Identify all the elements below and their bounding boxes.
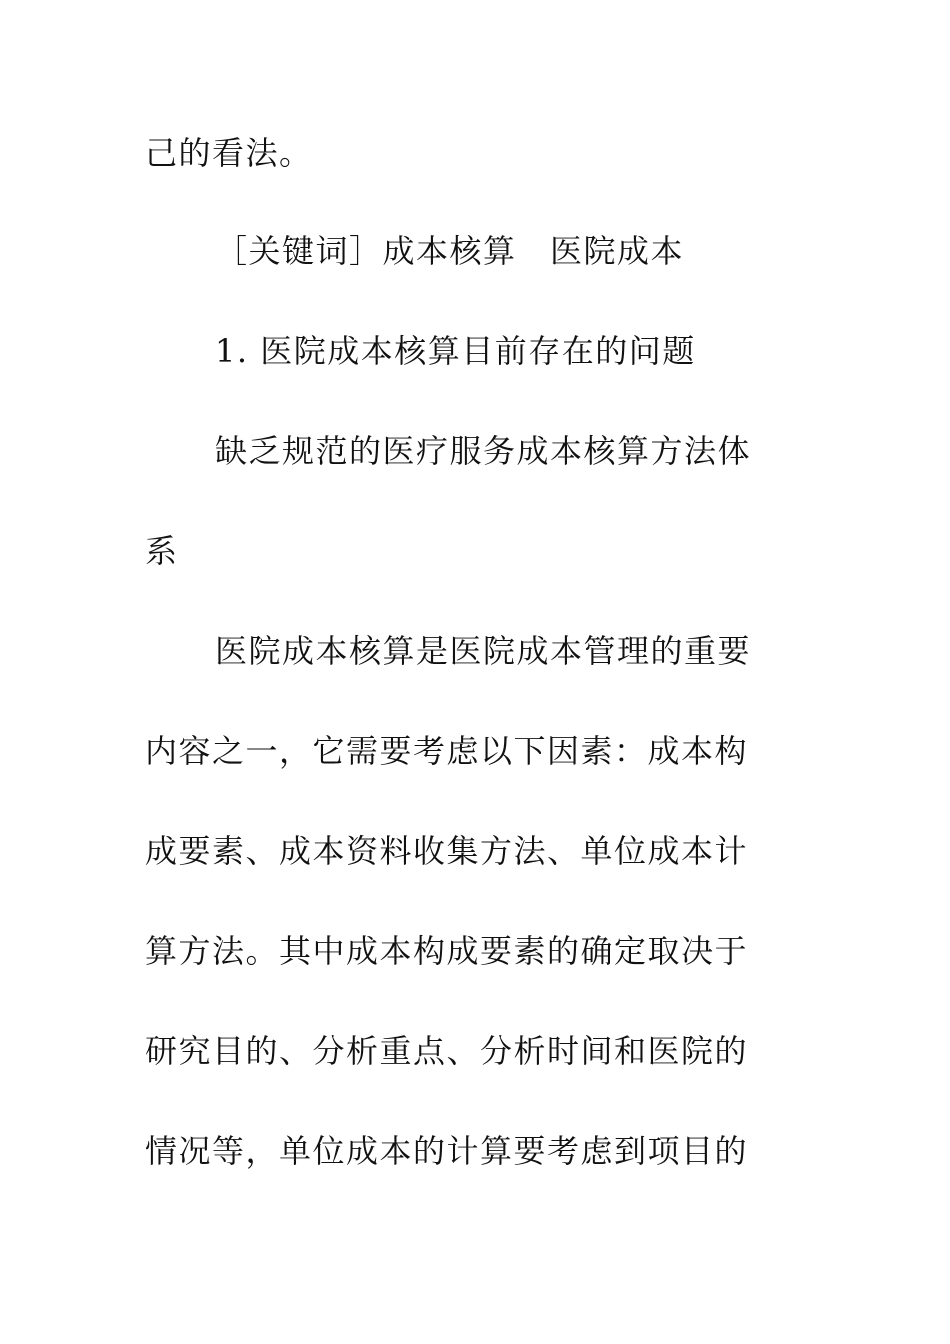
body-text-line: 研究目的、分析重点、分析时间和医院的 xyxy=(145,1032,749,1070)
body-text-line: 内容之一，它需要考虑以下因素：成本构 xyxy=(145,732,749,770)
body-text-line: 算方法。其中成本构成要素的确定取决于 xyxy=(145,932,749,970)
body-text-line: 医院成本核算是医院成本管理的重要 xyxy=(215,632,752,670)
keywords-line: ［关键词］成本核算 医院成本 xyxy=(215,232,685,270)
subheading-line: 缺乏规范的医疗服务成本核算方法体 xyxy=(215,432,752,470)
subheading-line: 系 xyxy=(145,532,179,570)
body-text-line: 情况等，单位成本的计算要考虑到项目的 xyxy=(145,1132,749,1170)
paragraph-tail-line: 己的看法。 xyxy=(145,134,313,172)
body-text-line: 成要素、成本资料收集方法、单位成本计 xyxy=(145,832,749,870)
section-heading: 1. 医院成本核算目前存在的问题 xyxy=(215,332,696,370)
